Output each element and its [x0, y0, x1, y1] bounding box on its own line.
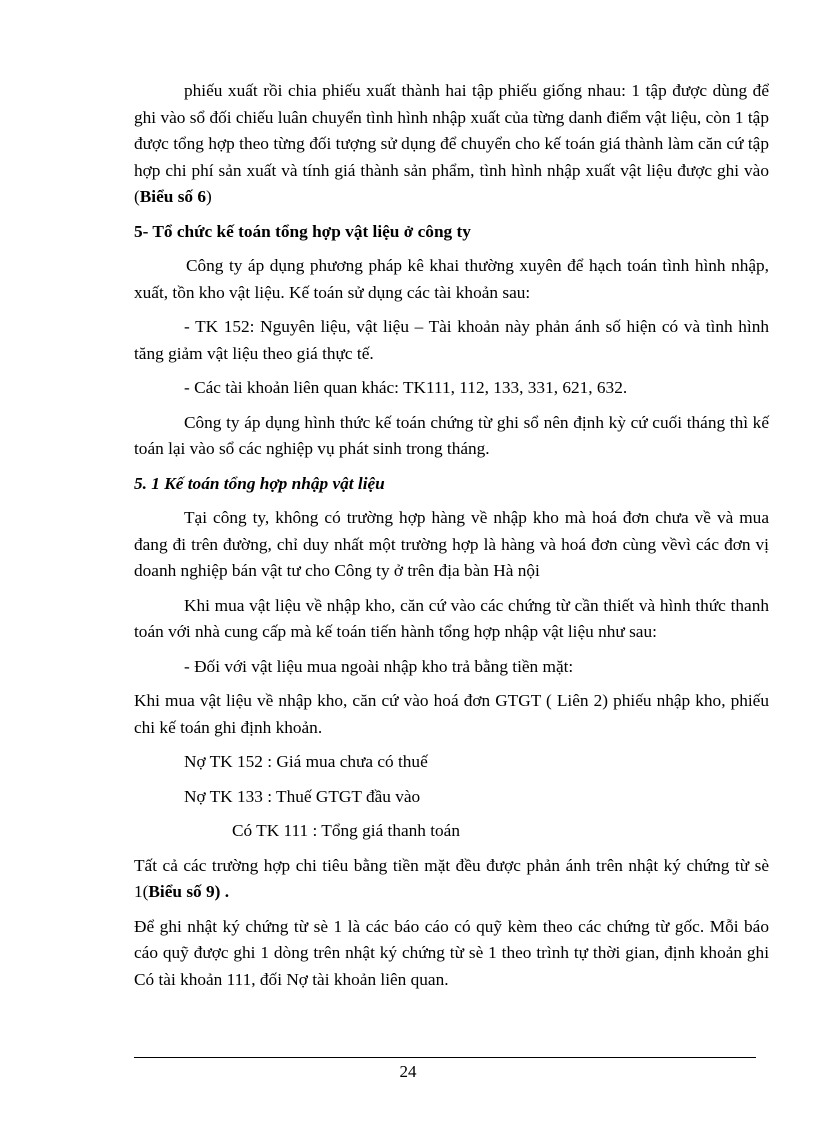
paragraph-purchase: Khi mua vật liệu về nhập kho, căn cứ vào các chứng từ cần thiết và hình thức thanh toán với nhà cung cấp mà kế toán tiến hành tổng hợp nhập vật liệu như sau:: [134, 595, 769, 641]
reference-bieu-so-9: Biểu số 9: [148, 882, 215, 901]
paragraph-cash-journal: Tất cả các trường hợp chi tiêu bằng tiền mặt đều được phản ánh trên nhật ký chứng từ sè 1(Biểu số 9) .: [134, 855, 769, 901]
paragraph-journal-record: Để ghi nhật ký chứng từ sè 1 là các báo cáo có quỹ kèm theo các chứng từ gốc. Mỗi báo cáo quỹ được ghi 1 dòng trên nhật ký chứng từ sè 1 theo trình tự thời gian, định khoản ghi Có tài khoản 111, đối Nợ tài khoản liên quan.: [134, 916, 769, 989]
page-number: 24: [399, 1062, 417, 1081]
footer-rule: [134, 1057, 756, 1058]
entry-debit-152: Nợ TK 152 : Giá mua chưa có thuế: [184, 752, 428, 771]
paragraph-form: Công ty áp dụng hình thức kế toán chứng từ ghi sổ nên định kỳ cứ cuối tháng thì kế toán lại vào sổ các nghiệp vụ phát sinh trong tháng.: [134, 412, 769, 458]
section-heading-5: 5- Tổ chức kế toán tổng hợp vật liệu ở công ty: [134, 221, 471, 241]
document-body: [134, 78, 769, 993]
entry-credit-111: Có TK 111 : Tổng giá thanh toán: [232, 821, 460, 840]
reference-bieu-so-6: Biểu số 6: [139, 187, 207, 206]
section-heading-5-1: 5. 1 Kế toán tổng hợp nhập vật liệu: [134, 473, 385, 493]
paragraph-method: Công ty áp dụng phương pháp kê khai thường xuyên để hạch toán tình hình nhập, xuất, tồn kho vật liệu. Kế toán sử dụng các tài khoản sau:: [134, 256, 769, 302]
paragraph-company: Tại công ty, không có trường hợp hàng về nhập kho mà hoá đơn chưa về và mua đang đi trên đường, chỉ duy nhất một trường hợp là hàng và hoá đơn cùng vềvì các đơn vị doanh nghiệp bán vật tư cho Công ty ở trên địa bàn Hà nội: [134, 508, 769, 580]
paragraph-tk152: - TK 152: Nguyên liệu, vật liệu – Tài khoản này phản ánh số hiện có và tình hình tăng giảm vật liệu theo giá thực tế.: [134, 317, 769, 363]
paragraph-continued: phiếu xuất rồi chia phiếu xuất thành hai tập phiếu giống nhau: 1 tập được dùng để ghi vào sổ đối chiếu luân chuyển tình hình nhập xuất của từng danh điểm vật liệu, còn 1 tập được tổng hợp theo từng đối tượng sử dụng để chuyển cho kế toán giá thành làm căn cứ tập hợp chi phí sản xuất và tính giá thành sản phẩm, tình hình nhập xuất vật liệu được ghi vào (Biểu số 6): [134, 81, 769, 206]
paragraph-cash-purchase: - Đối với vật liệu mua ngoài nhập kho trả bằng tiền mặt:: [184, 656, 574, 676]
paragraph-other-accounts: - Các tài khoản liên quan khác: TK111, 112, 133, 331, 621, 632.: [184, 378, 628, 397]
entry-debit-133: Nợ TK 133 : Thuế GTGT đầu vào: [184, 786, 421, 806]
paragraph-invoice: Khi mua vật liệu về nhập kho, căn cứ vào hoá đơn GTGT ( Liên 2) phiếu nhập kho, phiếu chi kế toán ghi định khoản.: [134, 691, 769, 737]
